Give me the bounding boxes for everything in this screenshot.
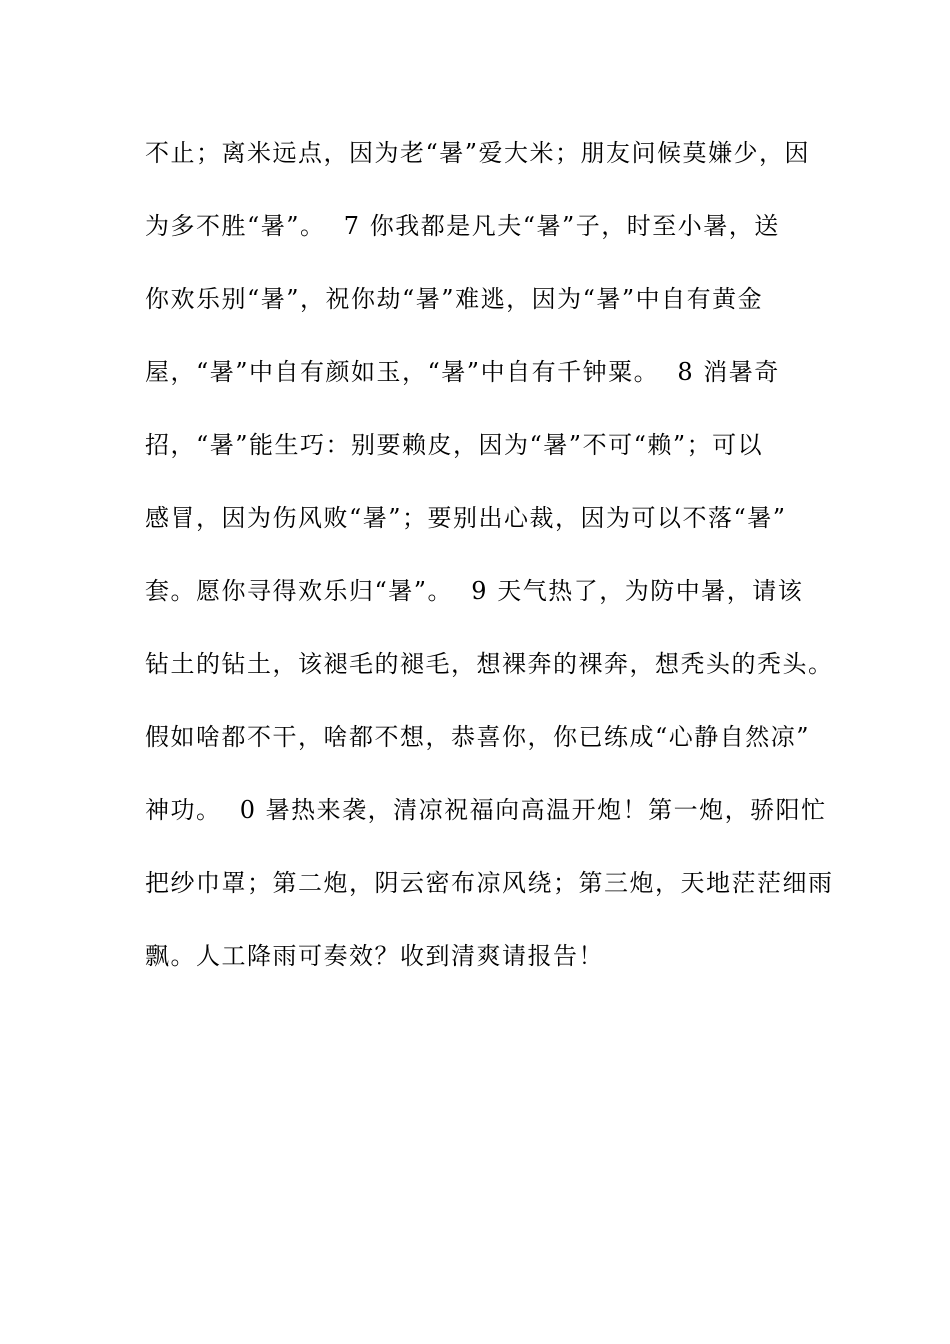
text-line: 不止；离米远点，因为老“暑”爱大米；朋友问候莫嫌少，因 — [145, 139, 811, 167]
text-line: 神功。 0 暑热来袭，清凉祝福向高温开炮！第一炮，骄阳忙 — [145, 796, 827, 824]
text-line: 把纱巾罩；第二炮，阴云密布凉风绕；第三炮，天地茫茫细雨 — [145, 869, 834, 897]
text-line: 假如啥都不干，啥都不想，恭喜你，你已练成“心静自然凉” — [145, 723, 811, 751]
body-text — [145, 126, 834, 1002]
text-line: 套。愿你寻得欢乐归“暑”。 9 天气热了，为防中暑，请该 — [145, 577, 804, 605]
text-line: 屋，“暑”中自有颜如玉，“暑”中自有千钟粟。 8 消暑奇 — [145, 358, 780, 386]
text-line: 你欢乐别“暑”，祝你劫“暑”难逃，因为“暑”中自有黄金 — [145, 285, 764, 313]
text-line: 钻土的钻土，该褪毛的褪毛，想裸奔的裸奔，想秃头的秃头。 — [145, 650, 834, 678]
text-line: 为多不胜“暑”。 7 你我都是凡夫“暑”子，时至小暑，送 — [145, 212, 780, 240]
text-line: 招，“暑”能生巧：别要赖皮，因为“暑”不可“赖”；可以 — [145, 431, 764, 459]
text-line: 感冒，因为伤风败“暑”；要别出心裁，因为可以不落“暑” — [145, 504, 787, 532]
text-line: 飘。人工降雨可奏效？收到清爽请报告！ — [145, 942, 604, 970]
